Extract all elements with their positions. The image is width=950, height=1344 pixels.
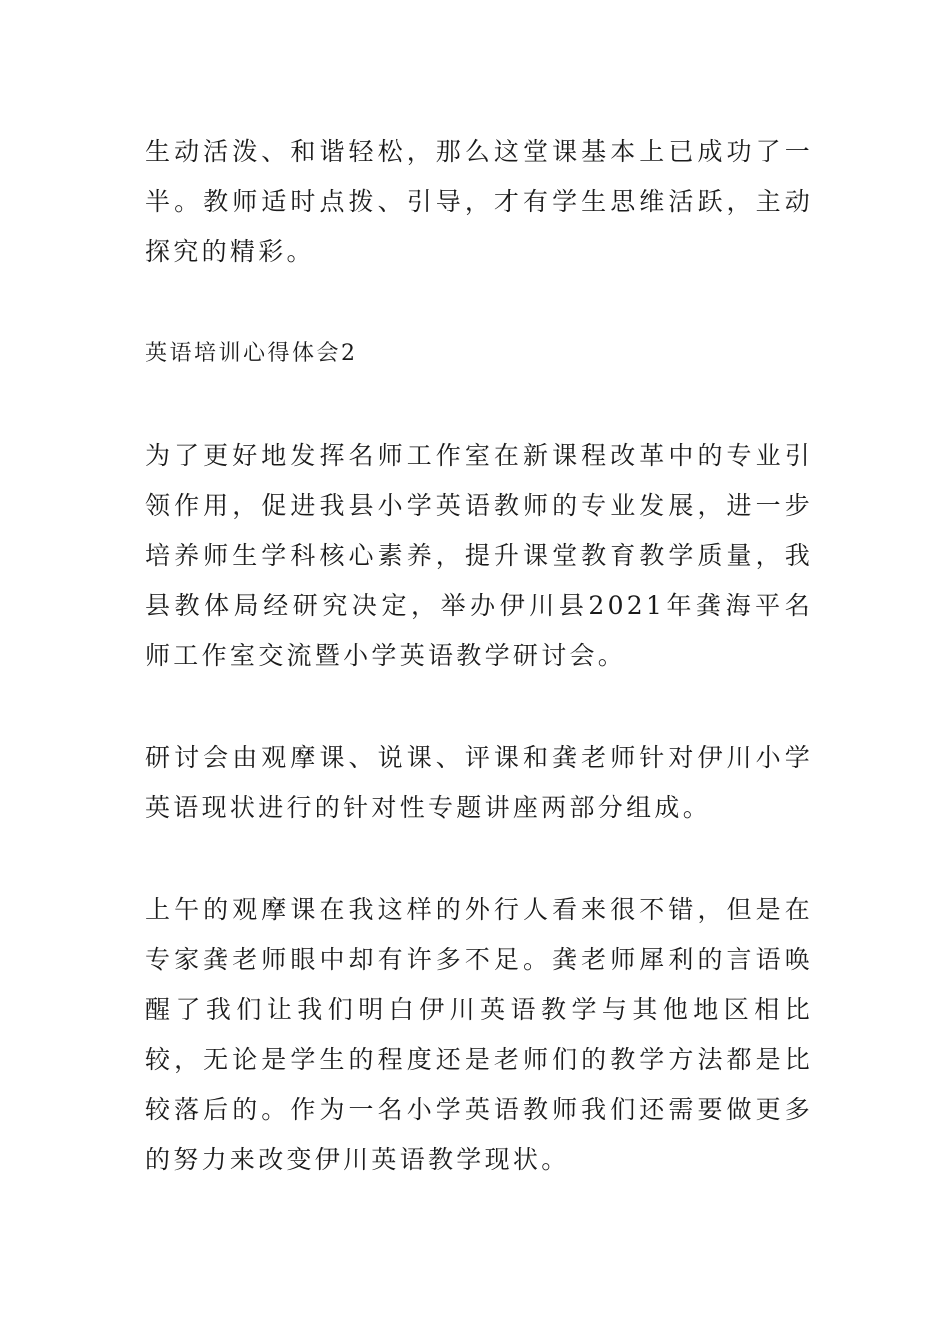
section-title: 英语培训心得体会2 xyxy=(145,341,358,366)
intro-paragraph: 生动活泼、和谐轻松，那么这堂课基本上已成功了一半。教师适时点拨、引导，才有学生思维活跃，主动探究的精彩。 xyxy=(145,137,813,266)
paragraph-2: 研讨会由观摩课、说课、评课和龚老师针对伊川小学英语现状进行的针对性专题讲座两部分组成。 xyxy=(145,743,813,822)
paragraph-gap xyxy=(145,379,813,431)
paragraph-gap xyxy=(145,833,813,885)
paragraph-3: 上午的观摩课在我这样的外行人看来很不错，但是在专家龚老师眼中却有许多不足。龚老师犀利的言语唤醒了我们让我们明白伊川英语教学与其他地区相比较，无论是学生的程度还是老师们的教学方法都是比较落后的。作为一名小学英语教师我们还需要做更多的努力来改变伊川英语教学现状。 xyxy=(145,895,813,1174)
document-body xyxy=(145,127,813,1185)
paragraph-1: 为了更好地发挥名师工作室在新课程改革中的专业引领作用，促进我县小学英语教师的专业发展，进一步培养师生学科核心素养，提升课堂教育教学质量，我县教体局经研究决定，举办伊川县2021年龚海平名师工作室交流暨小学英语教学研讨会。 xyxy=(145,441,813,670)
paragraph-gap xyxy=(145,277,813,329)
paragraph-gap xyxy=(145,681,813,733)
